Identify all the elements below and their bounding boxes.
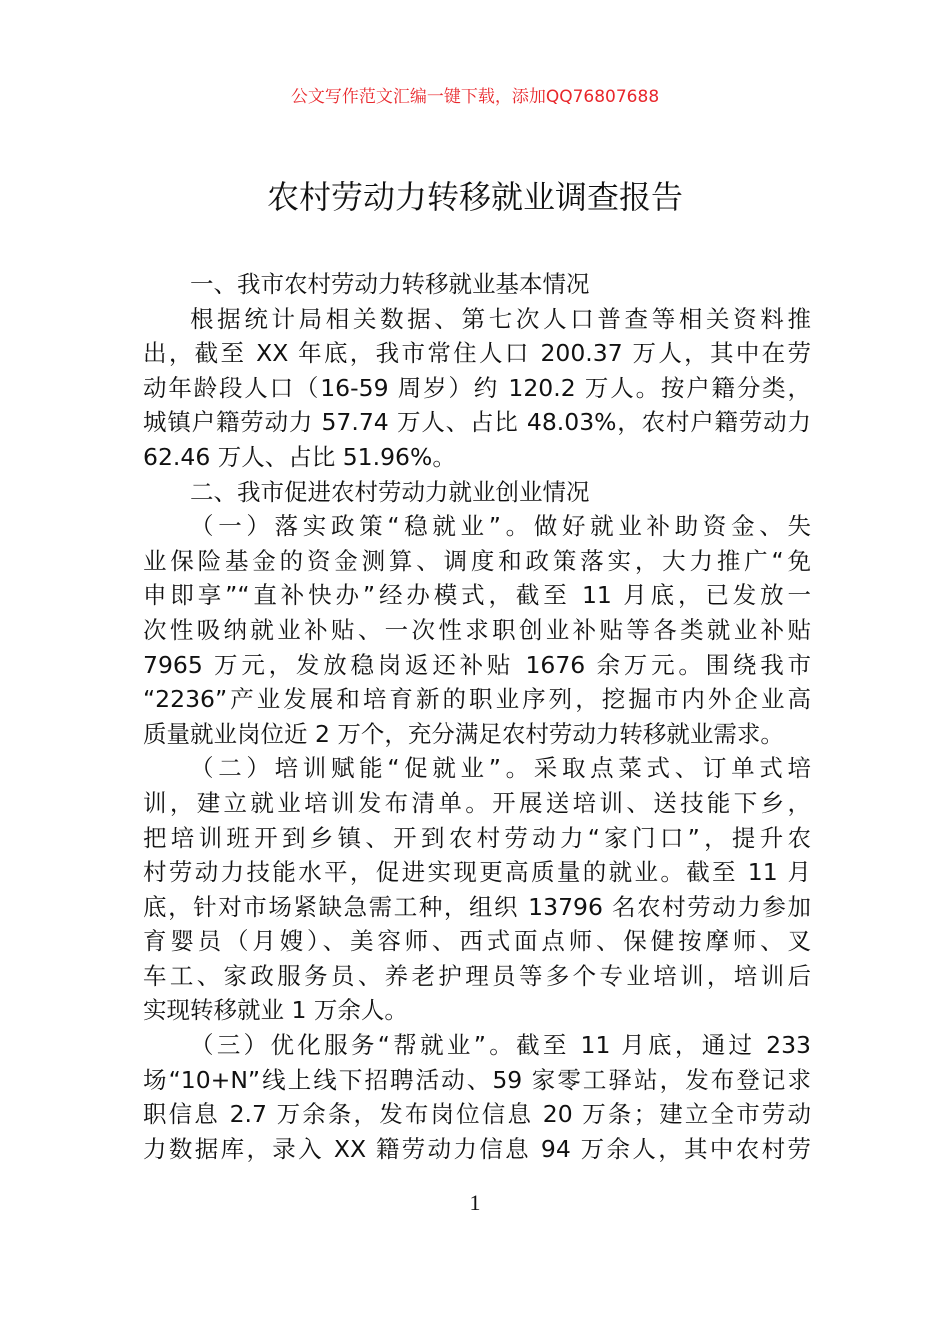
paragraph-line: 底，针对市场紧缺急需工种，组织 13796 名农村劳动力参加 xyxy=(143,892,811,921)
paragraph-line: 申即享”“直补快办”经办模式，截至 11 月底，已发放一 xyxy=(143,581,811,610)
page-number: 1 xyxy=(469,1190,481,1215)
document-body xyxy=(143,267,811,1166)
document-title: 农村劳动力转移就业调查报告 xyxy=(266,178,683,216)
paragraph-line: 车工、家政服务员、养老护理员等多个专业培训，培训后 xyxy=(143,961,811,990)
subsection-heading-1: （一）落实政策“稳就业”。做好就业补助资金、失 xyxy=(190,512,811,541)
paragraph-line: 场“10+N”线上线下招聘活动、59 家零工驿站，发布登记求 xyxy=(143,1065,811,1094)
paragraph-line: 次性吸纳就业补贴、一次性求职创业补贴等各类就业补贴 xyxy=(143,615,811,644)
section-heading-1: 一、我市农村劳动力转移就业基本情况 xyxy=(190,270,590,298)
paragraph-line: 出，截至 XX 年底，我市常住人口 200.37 万人，其中在劳 xyxy=(143,339,811,368)
paragraph-line: 根据统计局相关数据、第七次人口普查等相关资料推 xyxy=(190,304,811,333)
paragraph-line: “2236”产业发展和培育新的职业序列，挖掘市内外企业高 xyxy=(143,685,811,714)
paragraph-line: 7965 万元，发放稳岗返还补贴 1676 余万元。围绕我市 xyxy=(143,650,811,679)
paragraph-line: 实现转移就业 1 万余人。 xyxy=(143,996,408,1025)
paragraph-line: 把培训班开到乡镇、开到农村劳动力“家门口”，提升农 xyxy=(143,823,811,852)
paragraph-line: 质量就业岗位近 2 万个，充分满足农村劳动力转移就业需求。 xyxy=(143,719,784,748)
paragraph-line: 力数据库，录入 XX 籍劳动力信息 94 万余人，其中农村劳 xyxy=(143,1134,811,1163)
paragraph-line: 业保险基金的资金测算、调度和政策落实，大力推广“免 xyxy=(143,546,811,575)
paragraph-line: 训，建立就业培训发布清单。开展送培训、送技能下乡， xyxy=(143,788,811,817)
paragraph-line: 城镇户籍劳动力 57.74 万人、占比 48.03%，农村户籍劳动力 xyxy=(143,408,811,437)
paragraph-line: 育婴员（月嫂）、美容师、西式面点师、保健按摩师、叉 xyxy=(143,927,811,956)
paragraph-line: 动年龄段人口（16-59 周岁）约 120.2 万人。按户籍分类， xyxy=(143,373,811,402)
subsection-heading-3: （三）优化服务“帮就业”。截至 11 月底，通过 233 xyxy=(190,1031,811,1060)
subsection-heading-2: （二）培训赋能“促就业”。采取点菜式、订单式培 xyxy=(190,754,811,783)
download-promo-header: 公文写作范文汇编一键下载，添加QQ76807688 xyxy=(290,87,660,107)
paragraph-line: 职信息 2.7 万余条，发布岗位信息 20 万条；建立全市劳动 xyxy=(143,1100,811,1129)
paragraph-line: 村劳动力技能水平，促进实现更高质量的就业。截至 11 月 xyxy=(143,858,811,887)
section-heading-2: 二、我市促进农村劳动力就业创业情况 xyxy=(190,477,590,506)
paragraph-line: 62.46 万人、占比 51.96%。 xyxy=(143,442,456,471)
